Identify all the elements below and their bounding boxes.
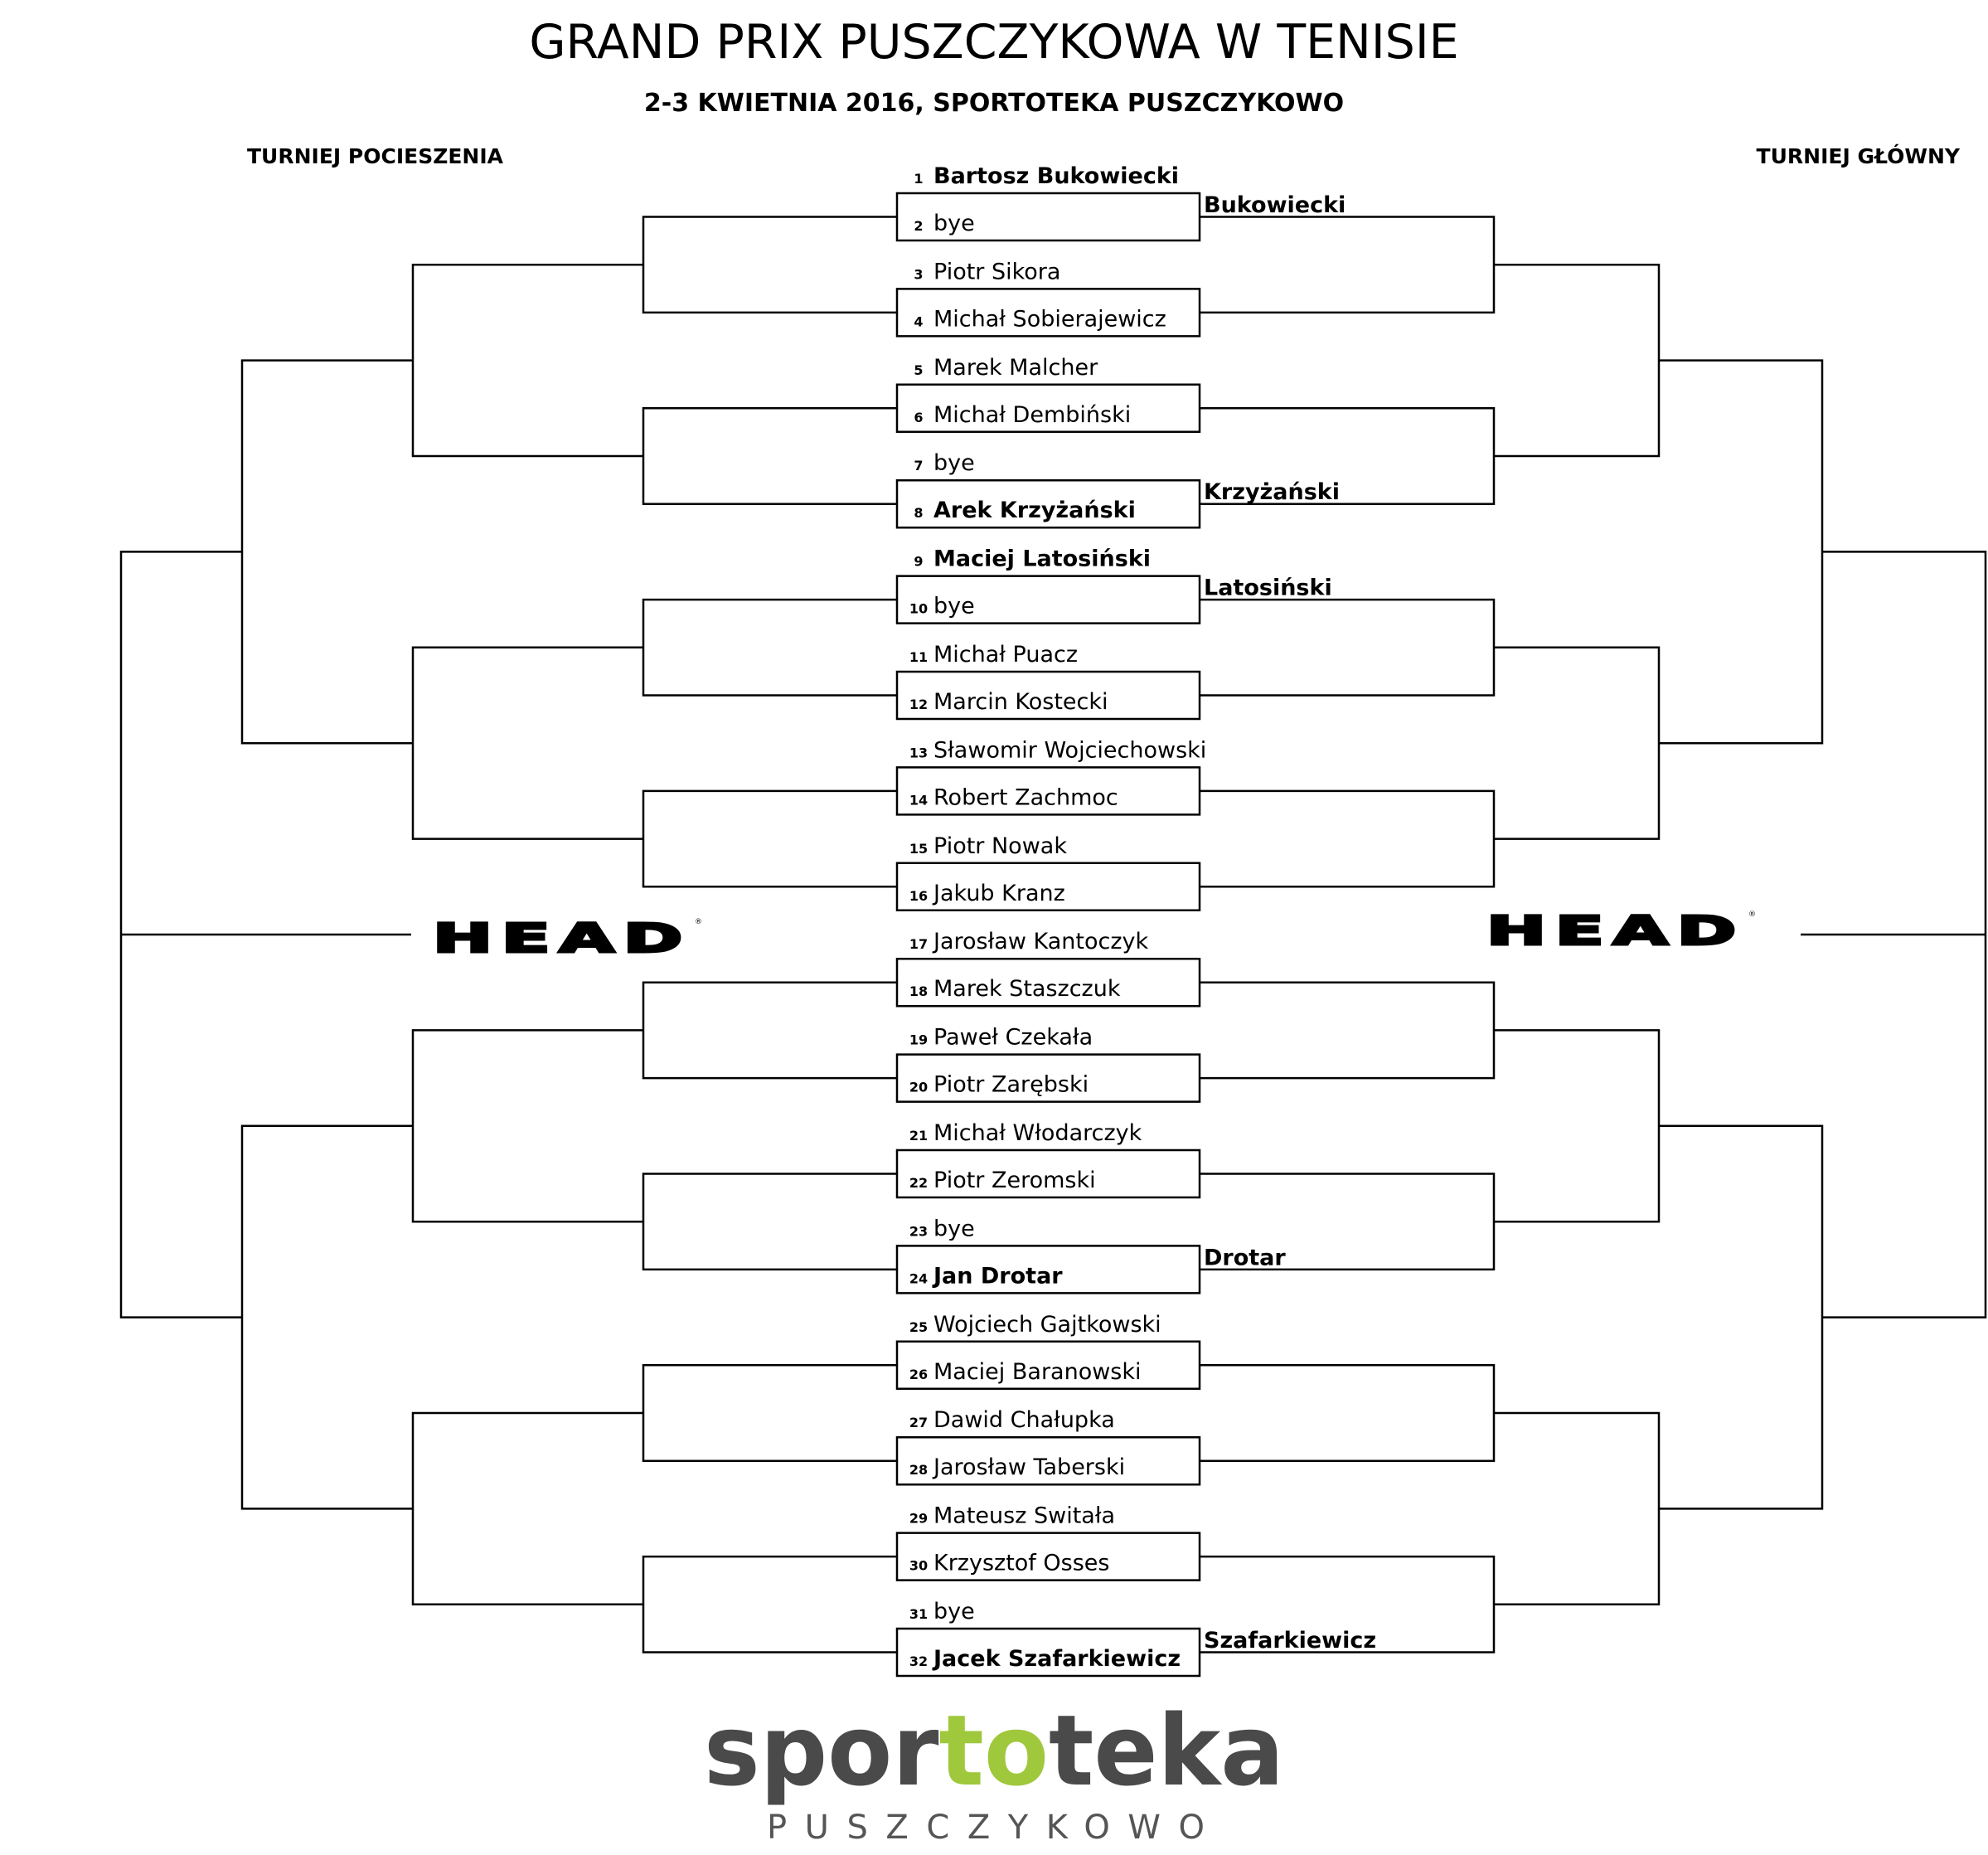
player-name: Michał Dembiński [933, 401, 1132, 428]
page-subtitle: 2-3 KWIETNIA 2016, SPORTOTEKA PUSZCZYKOWO [643, 89, 1345, 118]
seed-number: 15 [909, 840, 929, 857]
player-name: Arek Krzyżański [933, 498, 1136, 524]
main-round-1 [1200, 983, 1494, 1078]
seed-number: 32 [909, 1653, 929, 1669]
seed-number: 25 [909, 1318, 929, 1335]
advancer-name: Bukowiecki [1204, 192, 1346, 218]
main-round-2 [1494, 1413, 1659, 1605]
player-name: Piotr Zarębski [933, 1071, 1089, 1098]
seed-number: 3 [914, 266, 924, 283]
consolation-round-1 [643, 1174, 897, 1270]
player-name: Michał Puacz [933, 642, 1079, 668]
consolation-round-3 [242, 1126, 413, 1509]
player-name: bye [933, 593, 975, 619]
main-round-1 [1200, 600, 1494, 695]
consolation-round-1 [643, 983, 897, 1078]
seed-number: 24 [909, 1270, 929, 1287]
seed-number: 21 [909, 1128, 929, 1144]
player-name: Bartosz Bukowiecki [933, 163, 1180, 189]
seed-number: 10 [909, 600, 929, 617]
page-title: GRAND PRIX PUSZCZYKOWA W TENISIE [529, 15, 1459, 70]
seed-number: 28 [909, 1462, 929, 1479]
main-round-3 [1659, 1126, 1822, 1509]
player-name: Piotr Sikora [933, 259, 1061, 285]
consolation-round-2 [413, 648, 643, 839]
seed-number: 9 [914, 553, 924, 570]
consolation-round-2 [413, 1413, 643, 1605]
registered-mark: ® [1748, 911, 1756, 919]
seed-number: 1 [914, 171, 924, 187]
player-name: bye [933, 211, 975, 236]
player-name: Piotr Zeromski [933, 1168, 1096, 1193]
player-name: Krzysztof Osses [933, 1550, 1110, 1576]
seed-number: 19 [909, 1032, 929, 1048]
seed-number: 5 [914, 362, 924, 378]
seed-number: 18 [909, 983, 929, 1000]
advancer-name: Krzyżański [1204, 479, 1340, 506]
player-name: Piotr Nowak [933, 833, 1067, 859]
seed-number: 13 [909, 745, 929, 761]
seed-number: 27 [909, 1415, 929, 1431]
player-name: Jan Drotar [933, 1263, 1063, 1289]
player-name: Jarosław Kantoczyk [933, 929, 1149, 955]
logo-part: te [1049, 1693, 1162, 1808]
seed-number: 31 [909, 1606, 929, 1622]
player-name: Mateusz Switała [933, 1503, 1116, 1529]
seed-number: 11 [909, 649, 929, 665]
seed-number: 23 [909, 1223, 929, 1240]
logo-subtitle: PUSZCZYKOWO [767, 1809, 1221, 1847]
logo-part: to [938, 1693, 1053, 1808]
seed-number: 12 [909, 697, 929, 712]
main-round-3 [1659, 361, 1822, 744]
consolation-round-3 [242, 361, 413, 744]
player-name: Wojciech Gajtkowski [933, 1311, 1161, 1338]
registered-mark: ® [695, 918, 702, 926]
head-logo: HEAD [1486, 908, 1745, 954]
advancer-name: Drotar [1204, 1245, 1286, 1271]
player-name: Robert Zachmoc [933, 784, 1118, 811]
consolation-round-1 [643, 600, 897, 695]
player-name: Paweł Czekała [933, 1024, 1093, 1051]
sportoteka-logo [704, 1693, 1289, 1808]
player-name: Sławomir Wojciechowski [933, 737, 1207, 764]
seed-number: 14 [909, 792, 929, 809]
consolation-round-1 [643, 217, 897, 313]
player-name: bye [933, 450, 975, 477]
player-name: Dawid Chałupka [933, 1407, 1115, 1434]
consolation-round-1 [643, 1556, 897, 1652]
seed-number: 7 [914, 458, 924, 474]
main-round-1 [1200, 791, 1494, 886]
player-name: Michał Włodarczyk [933, 1120, 1142, 1146]
seed-number: 26 [909, 1366, 929, 1382]
consolation-round-1 [643, 408, 897, 503]
seed-number: 30 [909, 1557, 929, 1574]
player-name: Marek Malcher [933, 354, 1098, 381]
consolation-round-2 [413, 265, 643, 456]
main-draw-label: TURNIEJ GŁÓWNY [1756, 144, 1960, 168]
seed-number: 4 [914, 313, 924, 330]
seed-number: 17 [909, 936, 929, 953]
bracket-labels [909, 163, 1376, 1672]
player-name: Jakub Kranz [933, 880, 1065, 906]
player-name: Marek Staszczuk [933, 976, 1121, 1003]
main-round-2 [1494, 1030, 1659, 1221]
player-name: bye [933, 1599, 975, 1624]
player-name: Michał Sobierajewicz [933, 306, 1166, 333]
player-name: bye [933, 1216, 975, 1242]
seed-number: 8 [914, 505, 924, 522]
seed-number: 16 [909, 887, 929, 904]
consolation-label: TURNIEJ POCIESZENIA [247, 144, 503, 168]
player-name: Jacek Szafarkiewicz [933, 1646, 1181, 1672]
seed-number: 2 [914, 218, 924, 234]
advancer-name: Szafarkiewicz [1204, 1628, 1377, 1653]
head-logo: HEAD [433, 915, 691, 962]
advancer-name: Latosiński [1204, 575, 1332, 601]
seed-number: 6 [914, 409, 924, 425]
consolation-round-2 [413, 1030, 643, 1221]
consolation-round-1 [643, 791, 897, 886]
logo-part: spor [704, 1693, 948, 1808]
player-name: Marcin Kostecki [933, 689, 1108, 715]
player-name: Maciej Baranowski [933, 1358, 1142, 1385]
logo-part: ka [1157, 1693, 1289, 1808]
main-round-2 [1494, 648, 1659, 839]
player-name: Maciej Latosiński [933, 546, 1152, 572]
main-round-2 [1494, 265, 1659, 456]
seed-number: 22 [909, 1175, 929, 1191]
seed-number: 20 [909, 1079, 929, 1095]
main-round-1 [1200, 1365, 1494, 1460]
player-name: Jarosław Taberski [933, 1454, 1126, 1481]
main-round-1 [1200, 217, 1494, 313]
seed-number: 29 [909, 1510, 929, 1527]
consolation-round-1 [643, 1365, 897, 1460]
